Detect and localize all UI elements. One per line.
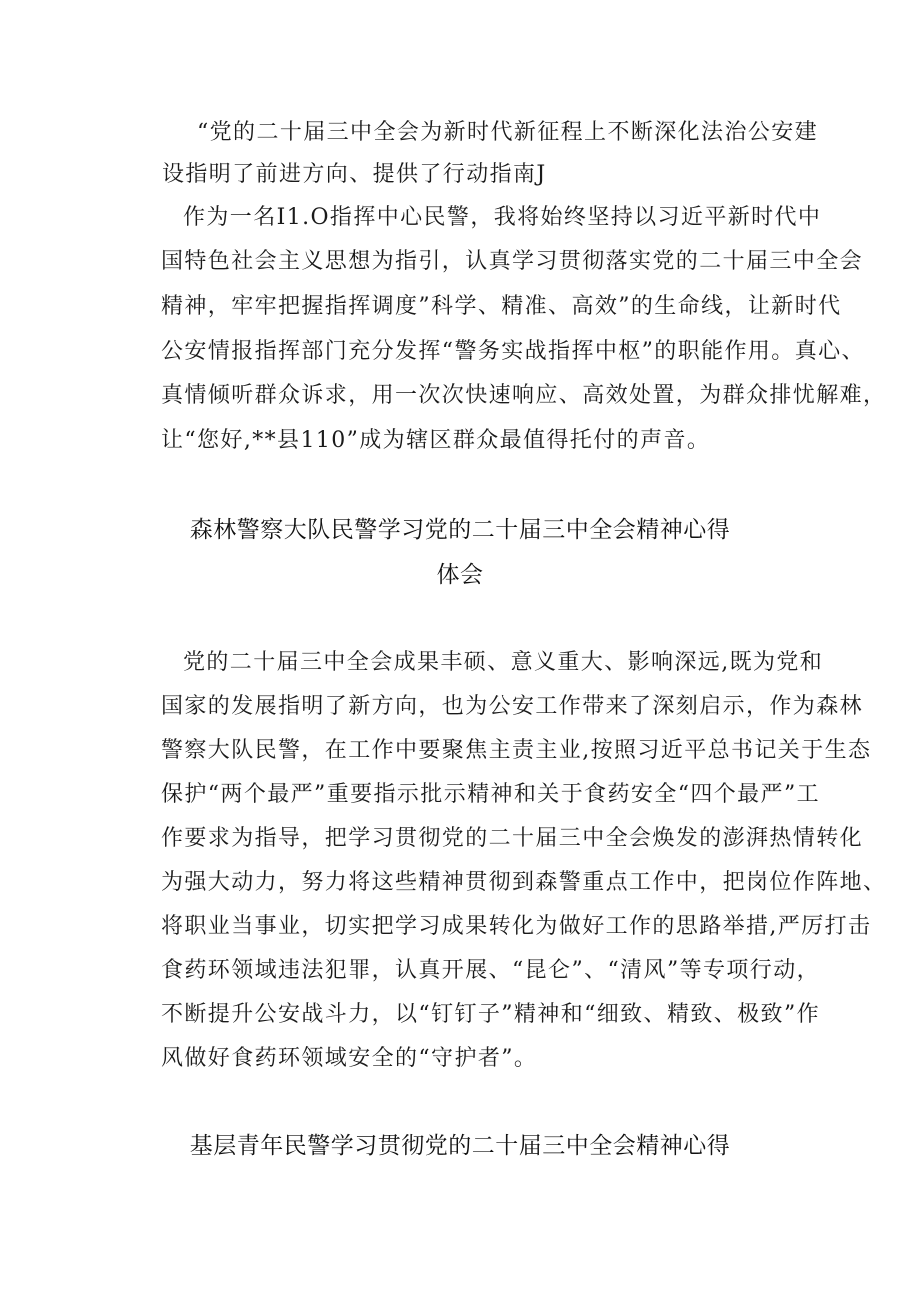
paragraph-line: 真情倾听群众诉求，用一次次快速响应、高效处置，为群众排忧解难， (161, 383, 887, 408)
paragraph-line: 设指明了前进方向、提供了行动指南J (162, 162, 547, 187)
paragraph-line: 保护“两个最严”重要指示批示精神和关于食药安全“四个最严”工 (161, 782, 820, 807)
paragraph-line: 国家的发展指明了新方向，也为公安工作带来了深刻启示，作为森林 (161, 694, 864, 719)
paragraph-line: 为强大动力，努力将这些精神贯彻到森警重点工作中，把岗位作阵地、 (161, 870, 887, 895)
paragraph-line: 党的二十届三中全会成果丰硕、意义重大、影响深远,既为党和 (183, 650, 824, 675)
paragraph-line: 警察大队民警，在工作中要聚焦主责主业,按照习近平总书记关于生态 (161, 738, 872, 763)
paragraph-line: 作要求为指导，把学习贯彻党的二十届三中全会焕发的澎湃热情转化 (161, 826, 864, 851)
section-title: 基层青年民警学习贯彻党的二十届三中全会精神心得 (189, 1133, 731, 1159)
paragraph-line: 公安情报指挥部门充分发挥“警务实战指挥中枢”的职能作用。真心、 (161, 339, 865, 364)
paragraph-line: 作为一名I1.O指挥中心民警，我将始终坚持以习近平新时代中 (183, 205, 822, 230)
paragraph-line: 将职业当事业，切实把学习成果转化为做好工作的思路举措,严厉打击 (161, 914, 872, 939)
paragraph-line: 不断提升公安战斗力，以“钉钉子”精神和“细致、精致、极致”作 (161, 1002, 820, 1027)
paragraph-line: 让“您好,**县110”成为辖区群众最值得托付的声音。 (161, 428, 711, 453)
paragraph-line: 风做好食药环领域安全的“守护者”。 (161, 1046, 538, 1071)
paragraph-line: “党的二十届三中全会为新时代新征程上不断深化法治公安建 (197, 120, 819, 145)
section-title: 体会 (436, 562, 484, 588)
section-title: 森林警察大队民警学习党的二十届三中全会精神心得 (189, 517, 731, 543)
paragraph-line: 精神，牢牢把握指挥调度”科学、精准、高效”的生命线，让新时代 (161, 294, 842, 319)
paragraph-line: 食药环领域违法犯罪，认真开展、“昆仑”、“清风”等专项行动， (161, 958, 820, 983)
paragraph-line: 国特色社会主义思想为指引，认真学习贯彻落实党的二十届三中全会 (161, 249, 864, 274)
